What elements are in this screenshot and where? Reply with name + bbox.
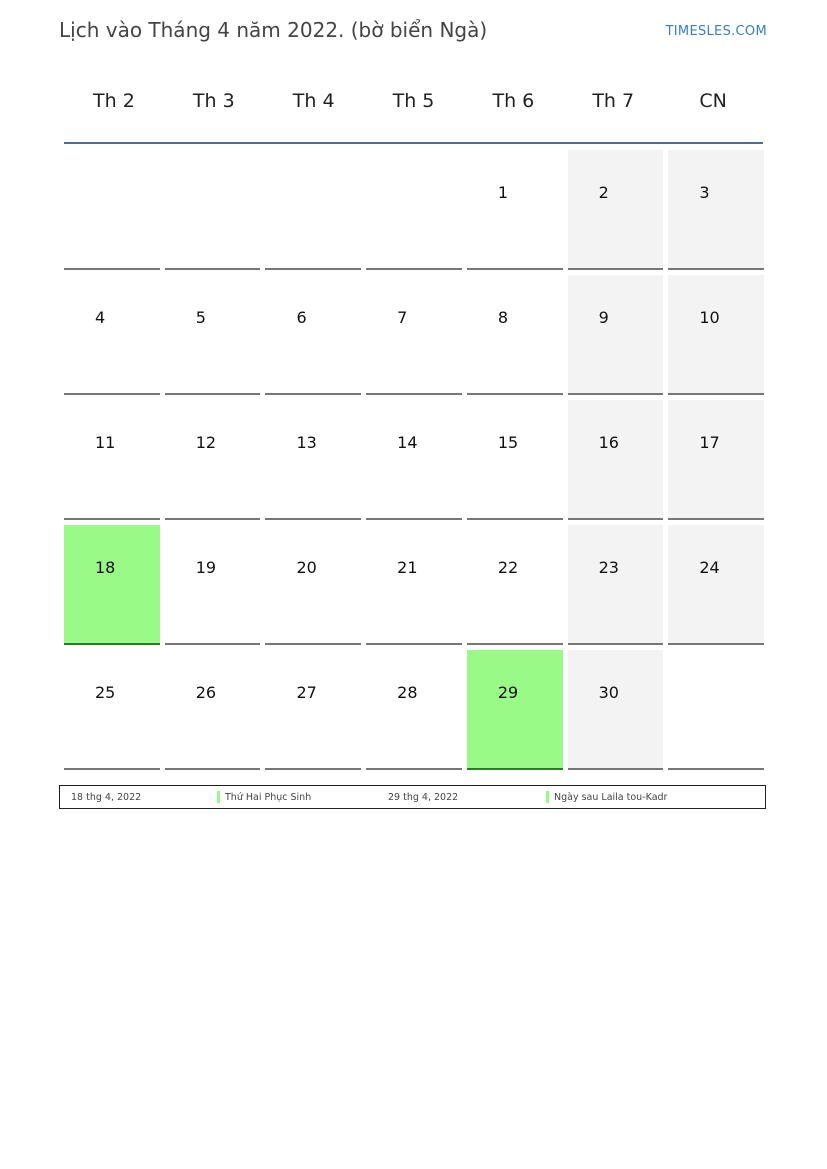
weekday-mon: Th 2 — [93, 90, 135, 112]
calendar-empty-cell — [165, 150, 261, 270]
weekday-sun: CN — [699, 90, 727, 112]
day-number: 6 — [296, 308, 307, 327]
calendar-day-cell[interactable] — [467, 150, 563, 270]
day-number: 22 — [497, 558, 519, 577]
day-number: 1 — [497, 183, 509, 202]
holiday-marker — [217, 791, 220, 803]
calendar-empty-cell — [366, 150, 462, 270]
calendar-day-cell[interactable] — [668, 525, 764, 645]
day-number: 8 — [497, 308, 509, 327]
day-number: 16 — [598, 433, 619, 452]
day-number: 3 — [699, 183, 710, 202]
calendar-day-cell[interactable] — [467, 400, 563, 520]
calendar-day-cell[interactable] — [366, 400, 462, 520]
day-number: 27 — [296, 683, 317, 702]
weekday-fri: Th 6 — [492, 90, 535, 112]
legend-name-2: Ngày sau Laila tou-Kadr — [554, 792, 668, 803]
calendar-day-cell[interactable] — [366, 650, 462, 770]
calendar-day-holiday[interactable] — [467, 650, 563, 770]
day-number: 21 — [397, 558, 418, 577]
legend-name-1: Thứ Hai Phục Sinh — [225, 792, 312, 803]
day-number: 2 — [598, 183, 609, 202]
day-number: 17 — [699, 433, 720, 452]
calendar-day-cell[interactable] — [668, 275, 764, 395]
weekday-header — [64, 90, 763, 112]
calendar-week-row — [64, 400, 764, 520]
calendar-empty-cell — [668, 650, 764, 770]
holiday-legend — [59, 785, 766, 809]
calendar-day-cell[interactable] — [668, 400, 764, 520]
calendar-day-cell[interactable] — [568, 275, 664, 395]
day-number: 7 — [397, 308, 408, 327]
calendar-day-holiday[interactable] — [64, 525, 160, 645]
header-divider — [64, 142, 763, 144]
calendar-empty-cell — [265, 150, 361, 270]
brand-link[interactable]: TIMESLES.COM — [665, 24, 767, 39]
calendar-day-cell[interactable] — [265, 650, 361, 770]
day-number: 14 — [397, 433, 418, 452]
day-number: 19 — [195, 558, 217, 577]
calendar-day-cell[interactable] — [366, 275, 462, 395]
calendar-day-cell[interactable] — [467, 275, 563, 395]
day-number: 28 — [397, 683, 418, 702]
calendar-day-cell[interactable] — [64, 400, 160, 520]
calendar-day-cell[interactable] — [668, 150, 764, 270]
day-number: 10 — [699, 308, 720, 327]
calendar-day-cell[interactable] — [568, 650, 664, 770]
legend-date-1: 18 thg 4, 2022 — [71, 792, 142, 803]
day-number: 29 — [497, 683, 519, 702]
day-number: 5 — [195, 308, 206, 327]
weekday-thu: Th 5 — [392, 90, 435, 112]
calendar-day-cell[interactable] — [568, 150, 664, 270]
day-number: 11 — [95, 433, 116, 452]
weekday-wed: Th 4 — [292, 90, 335, 112]
weekday-tue: Th 3 — [192, 90, 235, 112]
holiday-marker — [546, 791, 549, 803]
day-number: 9 — [598, 308, 609, 327]
day-number: 15 — [497, 433, 519, 452]
page-title: Lịch vào Tháng 4 năm 2022. (bờ biển Ngà) — [59, 18, 488, 42]
calendar-day-cell[interactable] — [265, 525, 361, 645]
calendar-day-cell[interactable] — [265, 275, 361, 395]
calendar-day-cell[interactable] — [467, 525, 563, 645]
day-number: 26 — [195, 683, 217, 702]
day-number: 25 — [95, 683, 116, 702]
calendar-day-cell[interactable] — [64, 650, 160, 770]
calendar-empty-cell — [64, 150, 160, 270]
weekday-sat: Th 7 — [592, 90, 635, 112]
calendar-week-row — [64, 525, 764, 645]
calendar-day-cell[interactable] — [568, 400, 664, 520]
calendar-day-cell[interactable] — [165, 525, 261, 645]
day-number: 30 — [598, 683, 619, 702]
calendar-grid — [64, 150, 764, 775]
calendar-day-cell[interactable] — [366, 525, 462, 645]
calendar-day-cell[interactable] — [64, 275, 160, 395]
calendar-day-cell[interactable] — [165, 275, 261, 395]
calendar-week-row — [64, 650, 764, 770]
day-number: 4 — [95, 308, 106, 327]
legend-date-2: 29 thg 4, 2022 — [388, 792, 459, 803]
day-number: 23 — [598, 558, 619, 577]
calendar-week-row — [64, 150, 764, 270]
calendar-day-cell[interactable] — [265, 400, 361, 520]
day-number: 18 — [95, 558, 116, 577]
calendar-day-cell[interactable] — [165, 400, 261, 520]
day-number: 12 — [195, 433, 217, 452]
day-number: 24 — [699, 558, 720, 577]
calendar-day-cell[interactable] — [165, 650, 261, 770]
day-number: 20 — [296, 558, 317, 577]
calendar-day-cell[interactable] — [568, 525, 664, 645]
calendar-week-row — [64, 275, 764, 395]
day-number: 13 — [296, 433, 317, 452]
